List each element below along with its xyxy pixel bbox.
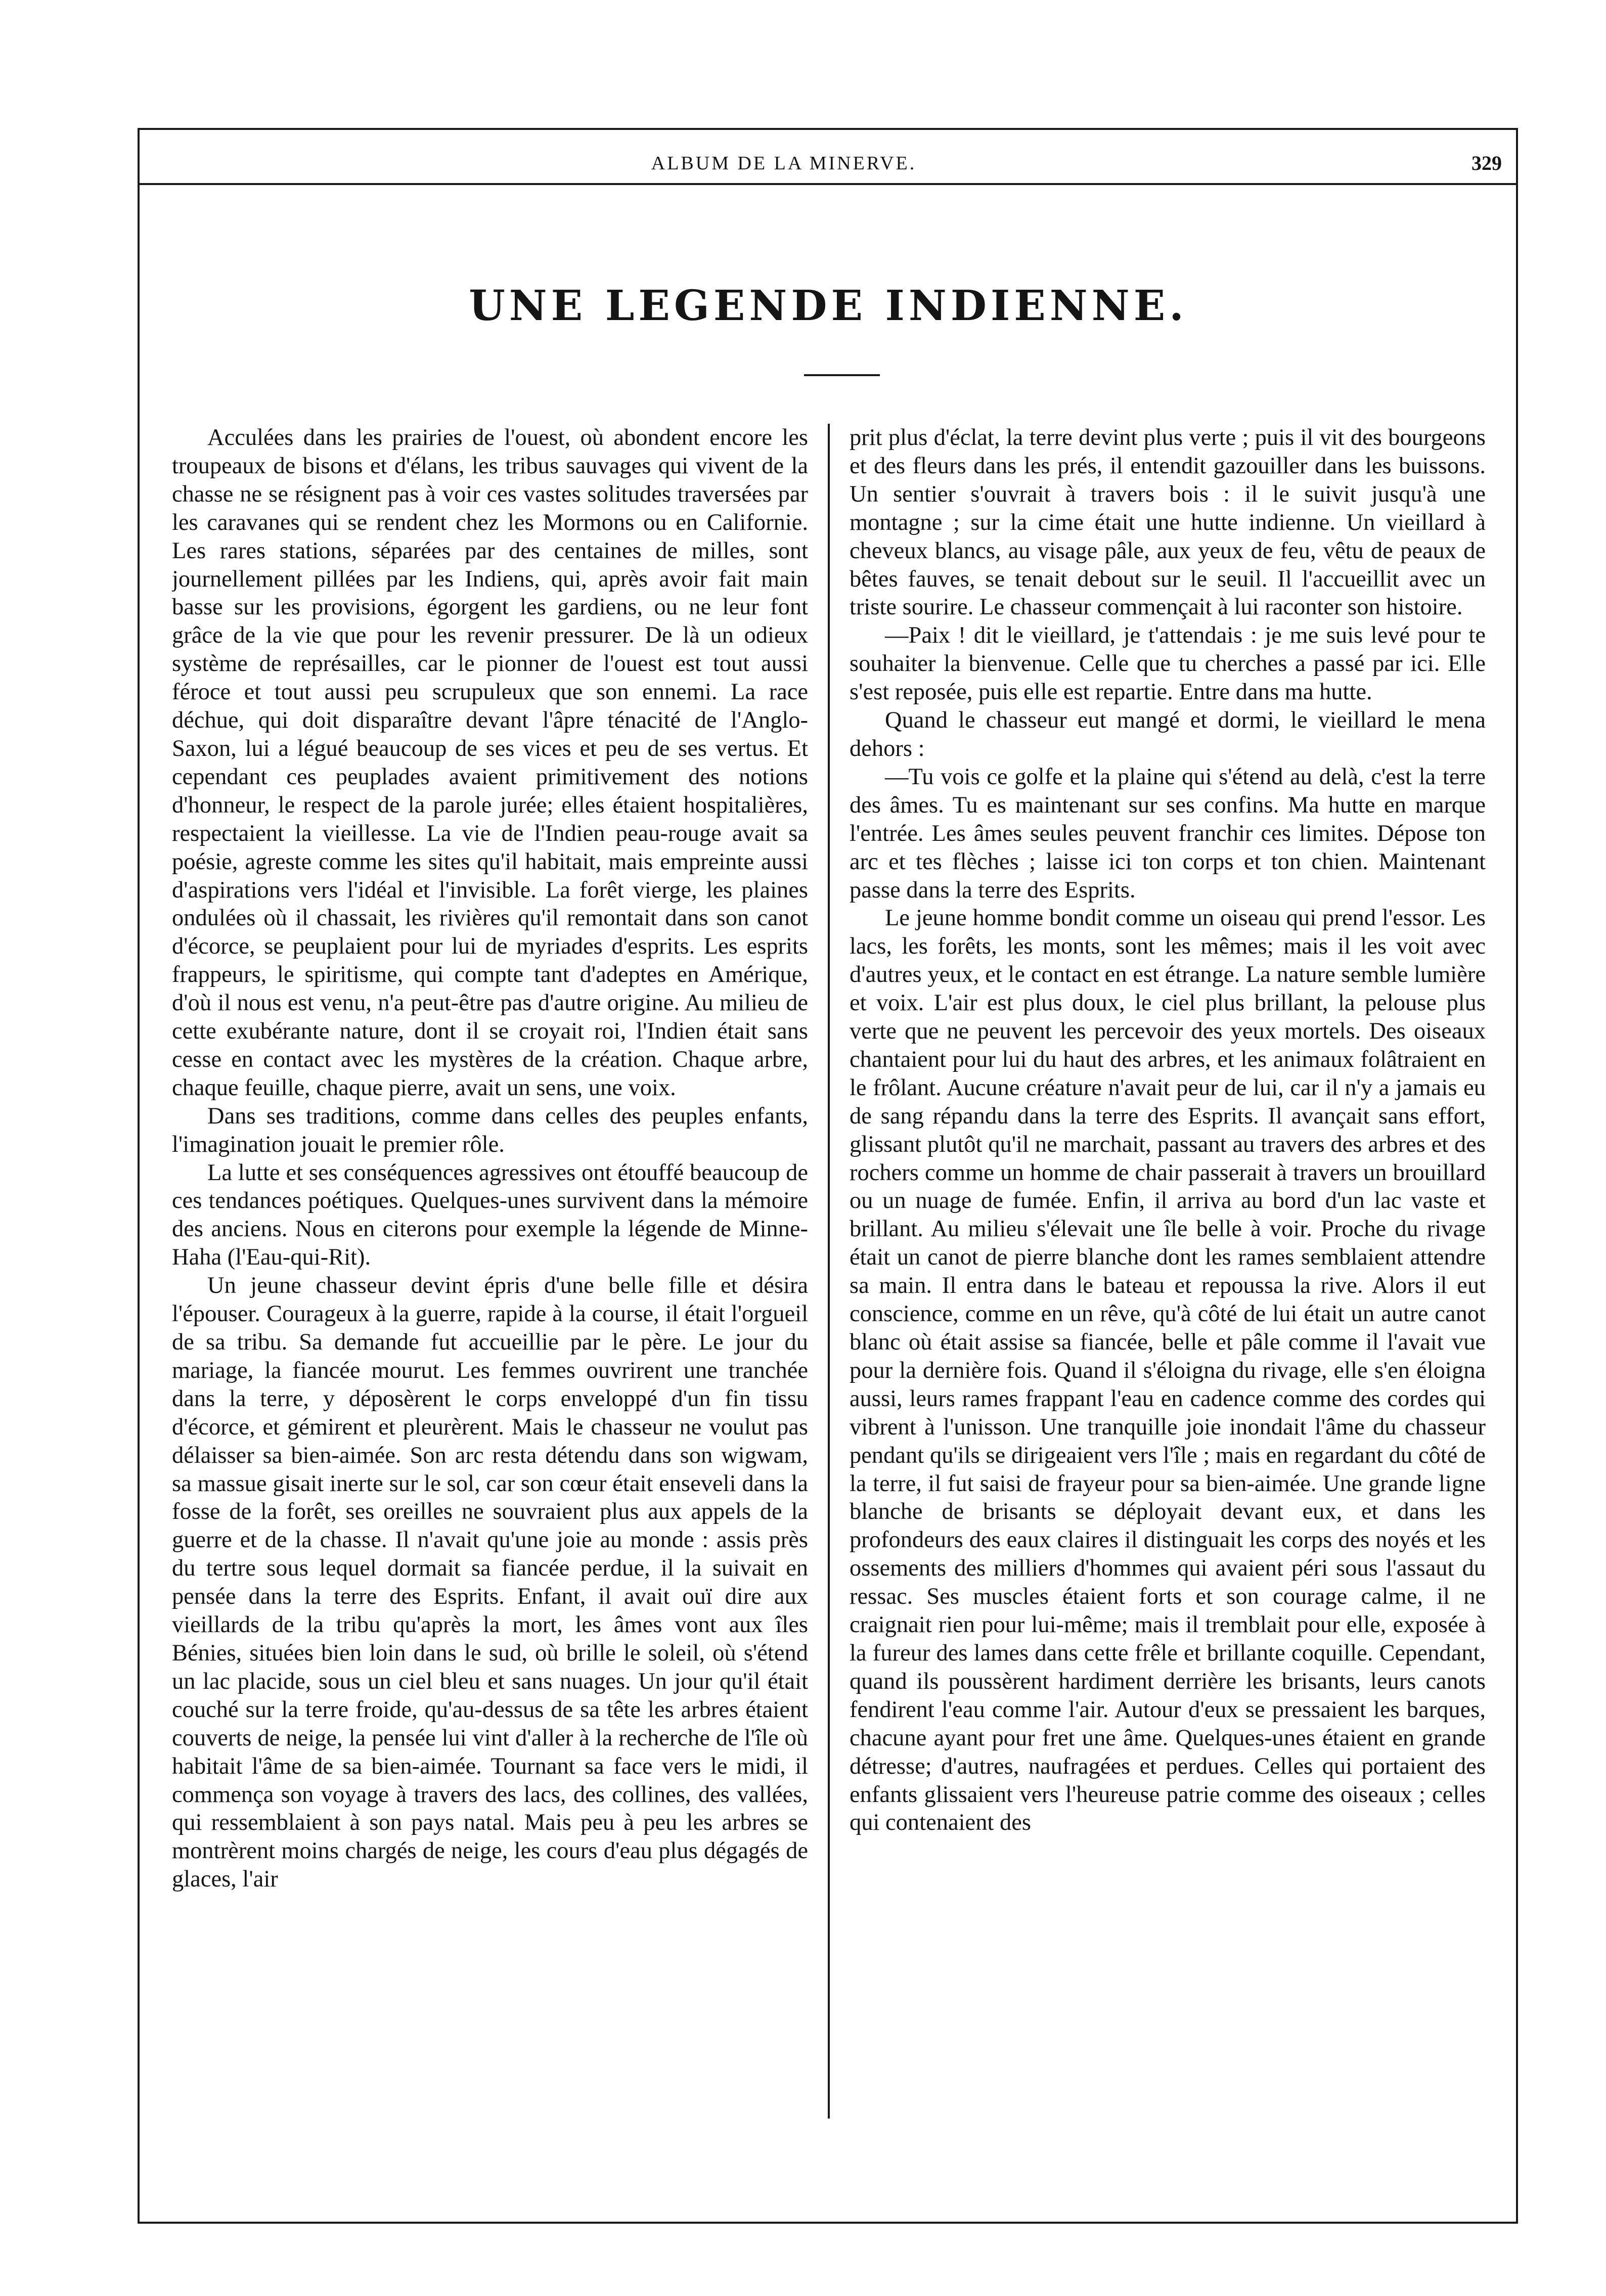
column-rule: [828, 424, 830, 2119]
paragraph: La lutte et ses conséquences agressives ont étouffé beaucoup de ces tendances poétiques. Quelques-unes survivent dans la mémoire des anciens. Nous en citerons pour exemple la légende de Minne-Haha (l'Eau-qui-Rit).: [172, 1159, 808, 1271]
paragraph: Acculées dans les prairies de l'ouest, où abondent encore les troupeaux de bisons et d'élans, les tribus sauvages qui vivent de la chasse ne se résignent pas à voir ces vastes solitudes traversées par les caravanes qui se rendent chez les Mormons ou en Californie. Les rares stations, séparées par des centaines de milles, sont journellement pillées par les Indiens, qui, après avoir fait main basse sur les provisions, égorgent les gardiens, ou ne leur font grâce de la vie que pour les revenir pressurer. De là un odieux système de représailles, car le pionner de l'ouest est tout aussi féroce et tout aussi peu scrupuleux que son ennemi. La race déchue, qui doit disparaître devant l'âpre ténacité de l'Anglo-Saxon, lui a légué beaucoup de ses vices et peu de ses vertus. Et cependant ces peuplades avaient primitivement des notions d'honneur, le respect de la parole jurée; elles étaient hospitalières, respectaient la vieillesse. La vie de l'Indien peau-rouge avait sa poésie, agreste comme les sites qu'il habitait, mais empreinte aussi d'aspirations vers l'idéal et l'invisible. La forêt vierge, les plaines ondulées où il chassait, les rivières qu'il remontait dans son canot d'écorce, se peuplaient pour lui de myriades d'esprits. Les esprits frappeurs, le spiritisme, qui compte tant d'adeptes en Amérique, d'où il nous est venu, n'a peut-être pas d'autre origine. Au milieu de cette exubérante nature, dont il se croyait roi, l'Indien était sans cesse en contact avec les mystères de la création. Chaque arbre, chaque feuille, chaque pierre, avait un sens, une voix.: [172, 425, 808, 1101]
article-title: UNE LEGENDE INDIENNE.: [469, 282, 1188, 330]
paragraph: Quand le chasseur eut mangé et dormi, le vieillard le mena dehors :: [850, 707, 1486, 761]
paragraph: —Tu vois ce golfe et la plaine qui s'étend au delà, c'est la terre des âmes. Tu es maintenant sur ses confins. Ma hutte en marque l'entrée. Les âmes seules peuvent franchir ces limites. Dépose ton arc et tes flèches ; laisse ici ton corps et ton chien. Maintenant passe dans la terre des Esprits.: [850, 763, 1486, 903]
paragraph: Dans ses traditions, comme dans celles des peuples enfants, l'imagination jouait le premier rôle.: [172, 1103, 808, 1157]
title-rule: [804, 374, 880, 376]
running-title: ALBUM DE LA MINERVE.: [651, 153, 917, 174]
page-number: 329: [1471, 152, 1502, 174]
left-column: [172, 424, 808, 2119]
paragraph: Un jeune chasseur devint épris d'une belle fille et désira l'épouser. Courageux à la guerre, rapide à la course, il était l'orgueil de sa tribu. Sa demande fut accueillie par le père. Le jour du mariage, la fiancée mourut. Les femmes ouvrirent une tranchée dans la terre, y déposèrent le corps enveloppé d'un fin tissu d'écorce, et gémirent et pleurèrent. Mais le chasseur ne voulut pas délaisser sa bien-aimée. Son arc resta détendu dans son wigwam, sa massue gisait inerte sur le sol, car son cœur était enseveli dans la fosse de la forêt, ses oreilles ne souvraient plus aux appels de la guerre et de la chasse. Il n'avait qu'une joie au monde : assis près du tertre sous lequel dormait sa fiancée perdue, il la suivait en pensée dans la terre des Esprits. Enfant, il avait ouï dire aux vieillards de la tribu qu'après la mort, les âmes vont aux îles Bénies, situées bien loin dans le sud, où brille le soleil, où s'étend un lac placide, sous un ciel bleu et sans nuages. Un jour qu'il était couché sur la terre froide, qu'au-dessus de sa tête les arbres étaient couverts de neige, la pensée lui vint d'aller à la recherche de l'île où habitait l'âme de sa bien-aimée. Tournant sa face vers le midi, il commença son voyage à travers des lacs, des collines, des vallées, qui ressemblaient à son pays natal. Mais peu à peu les arbres se montrèrent moins chargés de neige, les cours d'eau plus dégagés de glaces, l'air: [172, 1273, 808, 1893]
paragraph: —Paix ! dit le vieillard, je t'attendais : je me suis levé pour te souhaiter la bienvenue. Celle que tu cherches a passé par ici. Elle s'est reposée, puis elle est repartie. Entre dans ma hutte.: [850, 622, 1486, 705]
header-rule: [138, 183, 1518, 185]
paragraph: prit plus d'éclat, la terre devint plus verte ; puis il vit des bourgeons et des fleurs dans les prés, il entendit gazouiller dans les buissons. Un sentier s'ouvrait à travers bois : il le suivit jusqu'à une montagne ; sur la cime était une hutte indienne. Un vieillard à cheveux blancs, au visage pâle, aux yeux de feu, vêtu de peaux de bêtes fauves, se tenait debout sur le seuil. Il l'accueillit avec un triste sourire. Le chasseur commençait à lui raconter son histoire.: [850, 425, 1486, 620]
paragraph: Le jeune homme bondit comme un oiseau qui prend l'essor. Les lacs, les forêts, les monts, sont les mêmes; mais il les voit avec d'autres yeux, et le contact en est étrange. La nature semble lumière et voix. L'air est plus doux, le ciel plus brillant, la pelouse plus verte que ne peuvent les percevoir des yeux mortels. Des oiseaux chantaient pour lui du haut des arbres, et les animaux folâtraient en le frôlant. Aucune créature n'avait peur de lui, car il n'y a jamais eu de sang répandu dans la terre des Esprits. Il avançait sans effort, glissant plutôt qu'il ne marchait, passant au travers des arbres et des rochers comme un homme de chair passerait à travers un brouillard ou un nuage de fumée. Enfin, il arriva au bord d'un lac vaste et brillant. Au milieu s'élevait une île belle à voir. Proche du rivage était un canot de pierre blanche dont les rames semblaient attendre sa main. Il entra dans le bateau et repoussa la rive. Alors il eut conscience, comme en un rêve, qu'à côté de lui était un autre canot blanc où était assise sa fiancée, belle et pâle comme il l'avait vue pour la dernière fois. Quand il s'éloigna du rivage, elle s'en éloigna aussi, leurs rames frappant l'eau en cadence comme des cordes qui vibrent à l'unisson. Une tranquille joie inondait l'âme du chasseur pendant qu'ils se dirigeaient vers l'île ; mais en regardant du côté de la terre, il fut saisi de frayeur pour sa bien-aimée. Une grande ligne blanche de brisants se déployait devant eux, et dans les profondeurs des eaux claires il distinguait les corps des noyés et les ossements des milliers d'hommes qui avaient péri sous l'assaut du ressac. Ses muscles étaient forts et son courage calme, il ne craignait rien pour lui-même; mais il tremblait pour elle, exposée à la fureur des lames dans cette frêle et brillante coquille. Cependant, quand ils poussèrent hardiment derrière les brisants, leurs canots fendirent l'eau comme l'air. Autour d'eux se pressaient les barques, chacune ayant pour fret une âme. Quelques-unes étaient en grande détresse; d'autres, naufragées et perdues. Celles qui portaient des enfants glissaient vers l'heureuse patrie comme des oiseaux ; celles qui contenaient des: [850, 905, 1486, 1836]
right-column: [850, 424, 1486, 2119]
